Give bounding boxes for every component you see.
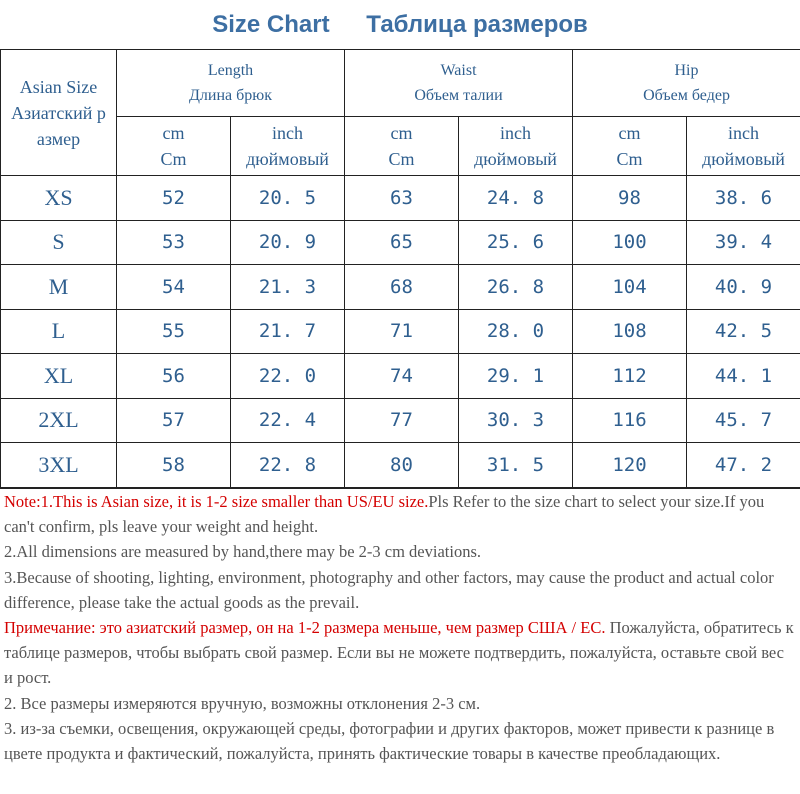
size-label: 2XL bbox=[1, 398, 117, 443]
note-1-text: Pls Refer to the size chart to select your size.If you can't confirm, pls leave your weight and height. bbox=[4, 492, 765, 537]
cell-hip-in: 39. 4 bbox=[687, 220, 800, 265]
header-waist-en: Waist bbox=[440, 62, 477, 79]
cell-waist-in: 28. 0 bbox=[459, 309, 573, 354]
size-label: XL bbox=[1, 354, 117, 399]
header-waist bbox=[345, 50, 573, 117]
header-length-ru: Длина брюк bbox=[189, 87, 272, 104]
cell-hip-in: 42. 5 bbox=[687, 309, 800, 354]
cell-waist-cm: 71 bbox=[345, 309, 459, 354]
cell-waist-in: 29. 1 bbox=[459, 354, 573, 399]
cell-waist-cm: 68 bbox=[345, 265, 459, 310]
size-label: S bbox=[1, 220, 117, 265]
cell-len-cm: 55 bbox=[117, 309, 231, 354]
size-table bbox=[0, 49, 800, 488]
chart-title bbox=[0, 0, 800, 50]
cell-waist-in: 26. 8 bbox=[459, 265, 573, 310]
header-asian-size bbox=[1, 50, 117, 176]
cell-len-cm: 52 bbox=[117, 176, 231, 221]
size-label: 3XL bbox=[1, 443, 117, 488]
size-label: M bbox=[1, 265, 117, 310]
unit-cm: cm Cm bbox=[573, 117, 687, 176]
cell-hip-in: 38. 6 bbox=[687, 176, 800, 221]
note-ru-1-text: Пожалуйста, обратитесь к таблице размеров, чтобы выбрать свой размер. Если вы не можете подтвердить, пожалуйста, оставьте свой вес и рост. bbox=[4, 618, 794, 688]
table-row bbox=[1, 265, 800, 310]
header-size-ru-2: азмер bbox=[36, 128, 81, 149]
cell-waist-in: 25. 6 bbox=[459, 220, 573, 265]
cell-len-in: 21. 3 bbox=[231, 265, 345, 310]
cell-waist-in: 24. 8 bbox=[459, 176, 573, 221]
table-row bbox=[1, 398, 800, 443]
cell-waist-in: 30. 3 bbox=[459, 398, 573, 443]
notes-section bbox=[0, 488, 800, 794]
unit-inch: inch дюймовый bbox=[231, 117, 345, 176]
size-label: XS bbox=[1, 176, 117, 221]
cell-hip-cm: 116 bbox=[573, 398, 687, 443]
cell-waist-in: 31. 5 bbox=[459, 443, 573, 488]
cell-hip-in: 47. 2 bbox=[687, 443, 800, 488]
cell-hip-in: 44. 1 bbox=[687, 354, 800, 399]
cell-waist-cm: 65 bbox=[345, 220, 459, 265]
header-waist-ru: Объем талии bbox=[414, 87, 503, 104]
cell-hip-in: 45. 7 bbox=[687, 398, 800, 443]
title-english: Size Chart bbox=[212, 11, 330, 38]
cell-len-cm: 53 bbox=[117, 220, 231, 265]
unit-inch: inch дюймовый bbox=[687, 117, 800, 176]
cell-len-in: 22. 8 bbox=[231, 443, 345, 488]
cell-hip-cm: 108 bbox=[573, 309, 687, 354]
title-russian: Таблица размеров bbox=[366, 11, 588, 38]
cell-waist-cm: 63 bbox=[345, 176, 459, 221]
cell-len-in: 22. 0 bbox=[231, 354, 345, 399]
header-size-en: Asian Size bbox=[19, 76, 98, 97]
cell-hip-cm: 100 bbox=[573, 220, 687, 265]
header-length bbox=[117, 50, 345, 117]
cell-hip-cm: 104 bbox=[573, 265, 687, 310]
note-1 bbox=[4, 489, 796, 539]
header-row-groups bbox=[1, 50, 800, 117]
header-hip bbox=[573, 50, 800, 117]
note-ru-1 bbox=[4, 615, 796, 691]
note-ru-1-warning: Примечание: это азиатский размер, он на 1-2 размера меньше, чем размер США / ЕС. bbox=[4, 618, 606, 638]
cell-hip-cm: 98 bbox=[573, 176, 687, 221]
cell-len-cm: 58 bbox=[117, 443, 231, 488]
header-row-units bbox=[1, 117, 800, 176]
unit-inch: inch дюймовый bbox=[459, 117, 573, 176]
cell-len-in: 21. 7 bbox=[231, 309, 345, 354]
table-row bbox=[1, 354, 800, 399]
note-ru-2: 2. Все размеры измеряются вручную, возможны отклонения 2-3 см. bbox=[4, 693, 481, 713]
header-hip-en: Hip bbox=[674, 62, 699, 79]
note-ru-3: 3. из-за съемки, освещения, окружающей среды, фотографии и других факторов, может привести к разнице в цвете продукта и фактический, пожалуйста, принять фактические товары в качестве преобладающих. bbox=[4, 718, 775, 764]
cell-len-in: 20. 9 bbox=[231, 220, 345, 265]
size-label: L bbox=[1, 309, 117, 354]
note-1-warning: Note:1.This is Asian size, it is 1-2 size smaller than US/EU size. bbox=[4, 492, 429, 511]
cell-waist-cm: 74 bbox=[345, 354, 459, 399]
unit-cm: cm Cm bbox=[345, 117, 459, 176]
cell-hip-cm: 112 bbox=[573, 354, 687, 399]
note-3: 3.Because of shooting, lighting, environment, photography and other factors, may cause the product and actual color difference, please take the actual goods as the prevail. bbox=[4, 567, 774, 612]
header-length-en: Length bbox=[207, 62, 254, 79]
cell-len-in: 22. 4 bbox=[231, 398, 345, 443]
table-row bbox=[1, 443, 800, 488]
header-size-ru-1: Азиатский р bbox=[11, 102, 106, 123]
table-row bbox=[1, 176, 800, 221]
note-2: 2.All dimensions are measured by hand,there may be 2-3 cm deviations. bbox=[4, 542, 481, 562]
cell-waist-cm: 80 bbox=[345, 443, 459, 488]
cell-waist-cm: 77 bbox=[345, 398, 459, 443]
cell-len-in: 20. 5 bbox=[231, 176, 345, 221]
cell-hip-cm: 120 bbox=[573, 443, 687, 488]
table-row bbox=[1, 309, 800, 354]
cell-len-cm: 54 bbox=[117, 265, 231, 310]
header-hip-ru: Объем бедер bbox=[643, 87, 730, 104]
unit-cm: cm Cm bbox=[117, 117, 231, 176]
cell-len-cm: 57 bbox=[117, 398, 231, 443]
table-row bbox=[1, 220, 800, 265]
cell-len-cm: 56 bbox=[117, 354, 231, 399]
cell-hip-in: 40. 9 bbox=[687, 265, 800, 310]
